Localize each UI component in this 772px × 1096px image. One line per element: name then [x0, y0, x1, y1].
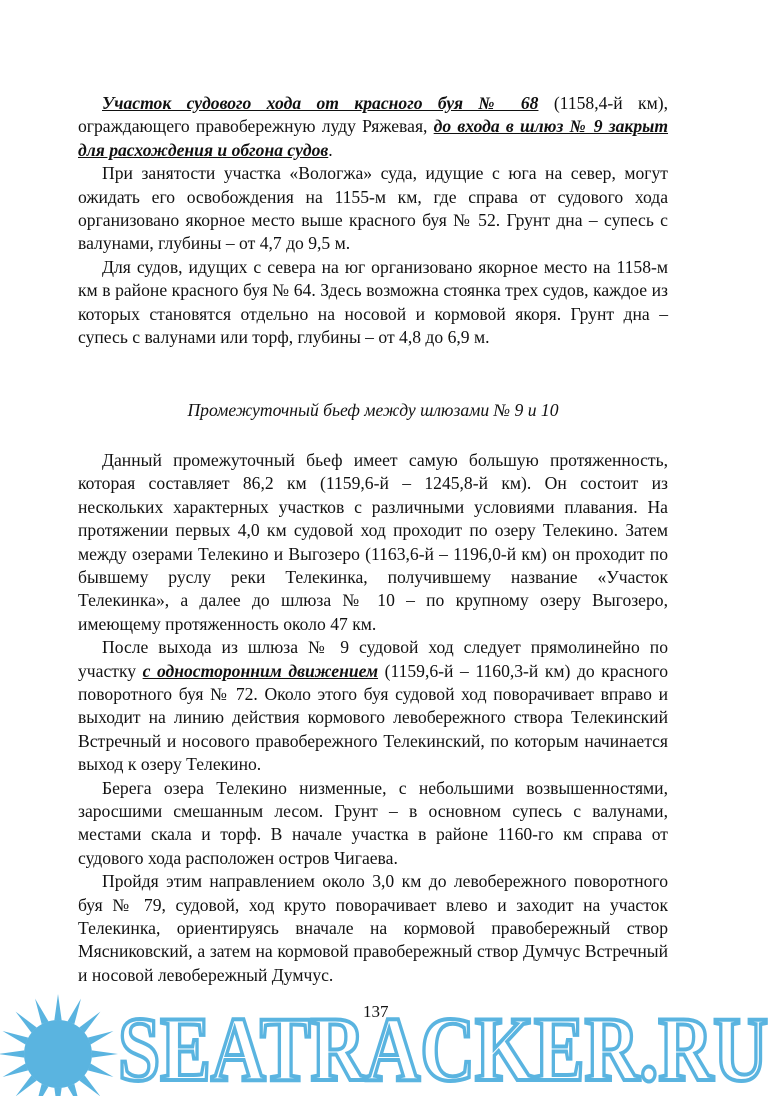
emphasis-no-passing: до входа в шлюз № 9 закрыт для расхождения и обгона судов — [78, 116, 669, 160]
paragraph-northbound-anchorage: Для судов, идущих с севера на юг организовано якорное место на 1158-м км в районе красного буя № 64. Здесь возможна стоянка трех судов, каждое из которых становятся отдельно на носовой и кормовой якоря. Грунт дна – супесь с валунами или торф, глубины – от 4,8 до 6,9 м. — [78, 256, 668, 348]
paragraph-southbound-anchorage: При занятости участка «Вологжа» суда, идущие с юга на север, могут ожидать его освобождения на 1155-м км, где справа от судового хода организовано якорное место выше красного буя № 52. Грунт дна – супесь с валунами, глубины – от 4,7 до 9,5 м. — [78, 163, 668, 254]
sun-icon — [0, 994, 118, 1096]
page-number: 137 — [363, 1002, 389, 1021]
emphasis-section-start: Участок судового хода от красного буя № 68 — [102, 93, 539, 113]
paragraph-text: (1159,6-й – 1160,3-й км) до красного поворотного буя № 72. Около этого буя судовой ход поворачивает вправо и выходит на линию действия кормового левобережного створа Телекинский Встречный и носового правобережного Телекинский, по которым начинается выход к озеру Телекино. — [78, 660, 668, 775]
paragraph-lake-shores: Берега озера Телекино низменные, с небольшими возвышенностями, заросшими смешанным лесом. Грунт – в основном супесь с валунами, местами скала и торф. В начале участка в районе 1160-го км справа от судового хода расположен остров Чигаева. — [78, 777, 668, 868]
document-page — [78, 92, 668, 987]
paragraph-lock-exit — [78, 636, 668, 776]
watermark-text: SEATRACKER.RU — [118, 998, 768, 1096]
paragraph-text: (1158,4-й км), ограждающего правобережную луду Ряжевая, — [78, 93, 668, 137]
paragraph-reach-overview: Данный промежуточный бьеф имеет самую большую протяженность, которая составляет 86,2 км (1159,6-й – 1245,8-й км). Он состоит из нескольких характерных участков с различными условиями плавания. На протяжении первых 4,0 км судовой ход проходит по озеру Телекино. Затем между озерами Телекино и Выгозеро (1163,6-й – 1196,0-й км) он проходит по бывшему руслу реки Телекинка, получившему название «Участок Телекинка», а далее до шлюза № 10 – по крупному озеру Выгозеро, имеющему протяженность около 47 км. — [78, 449, 668, 634]
paragraph-turn-to-telekinka: Пройдя этим направлением около 3,0 км до левобережного поворотного буя № 79, судовой, ход круто поворачивает влево и заходит на участок Телекинка, ориентируясь вначале на кормовой правобережный створ Мясниковский, а затем на кормовой правобережный створ Думчус Встречный и носовой левобережный Думчус. — [78, 871, 668, 985]
emphasis-one-way: с односторонним движением — [142, 660, 379, 681]
section-heading: Промежуточный бьеф между шлюзами № 9 и 10 — [187, 400, 559, 421]
paragraph-restricted-section — [78, 92, 668, 162]
paragraph-text: . — [328, 139, 333, 160]
paragraph-text: После выхода из шлюза № 9 судовой ход следует прямолинейно по участку — [78, 637, 668, 681]
